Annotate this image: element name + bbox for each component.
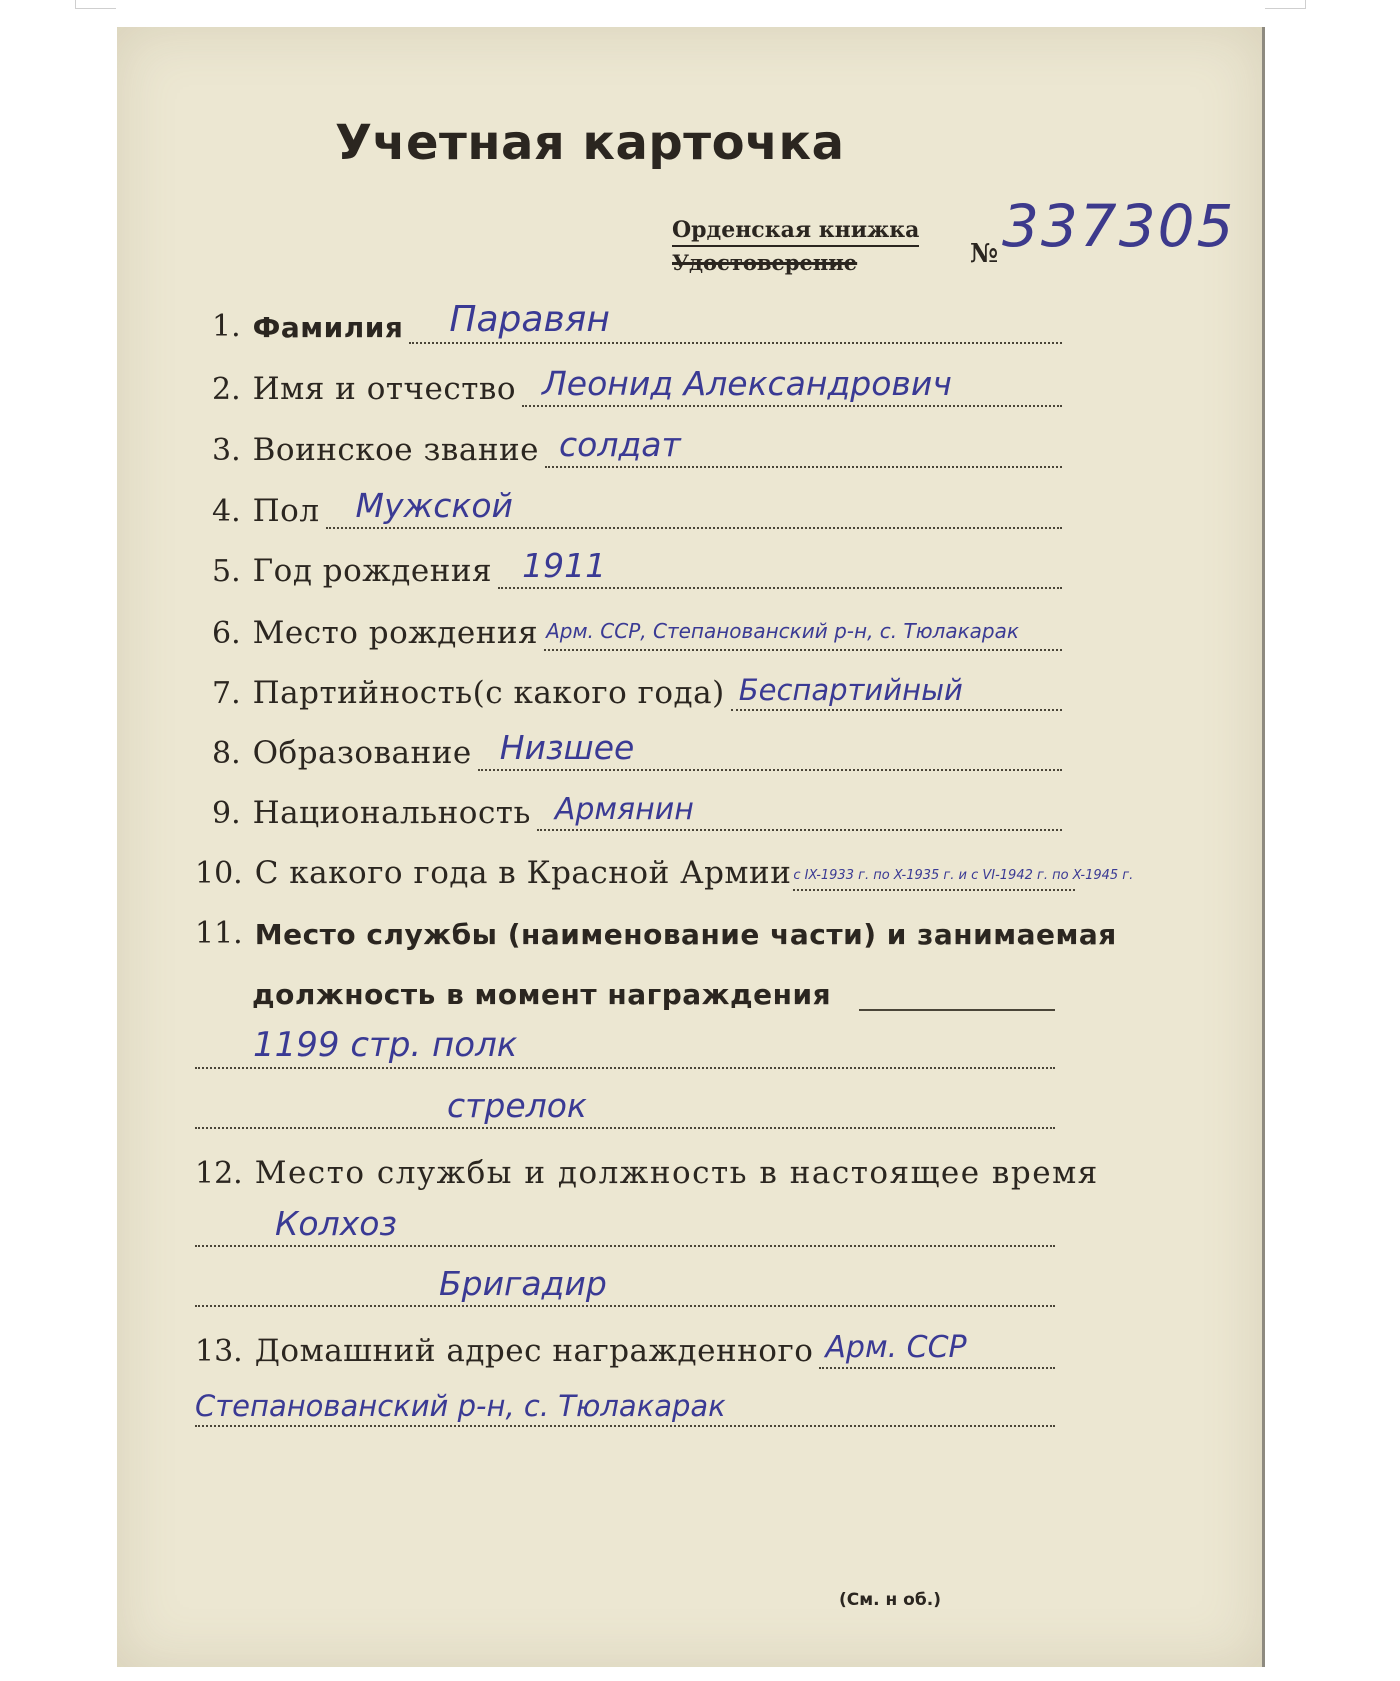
field-value: Арм. ССР xyxy=(825,1330,967,1365)
field-military-rank xyxy=(212,418,1062,468)
field-value-line xyxy=(731,663,1062,711)
field-value: Армянин xyxy=(554,792,694,827)
field-number: 8. xyxy=(212,736,241,771)
field-value: 1199 стр. полк xyxy=(253,1025,518,1065)
field-number: 2. xyxy=(212,372,241,407)
field-education xyxy=(212,721,1062,771)
page-corner-mark-left xyxy=(75,0,116,9)
field-label: Домашний адрес награжденного xyxy=(254,1333,814,1369)
field-value-line xyxy=(498,541,1062,589)
field-value-line xyxy=(545,420,1062,468)
field-value-line xyxy=(195,1081,1055,1129)
field-label: Фамилия xyxy=(252,311,404,344)
card-title: Учетная карточка xyxy=(335,115,845,171)
field-label-continued: должность в момент награждения xyxy=(252,978,832,1011)
number-sign: № xyxy=(970,239,999,269)
field-value-line xyxy=(195,1021,1055,1069)
field-number: 1. xyxy=(212,309,241,344)
field-number: 13. xyxy=(195,1334,243,1369)
field-number: 4. xyxy=(212,494,241,529)
field-value: Степанованский р-н, с. Тюлакарак xyxy=(195,1389,726,1423)
order-book-label: Орденская книжка xyxy=(672,217,919,247)
field-value-line xyxy=(478,723,1062,771)
field-value-line xyxy=(522,359,1062,407)
field-label: Национальность xyxy=(252,795,531,831)
field-army-service-since xyxy=(195,841,1134,891)
field-value-line xyxy=(793,843,1134,891)
field-value: солдат xyxy=(559,425,681,464)
order-book-number: 337305 xyxy=(1002,192,1236,260)
order-book-label-block xyxy=(672,217,919,276)
field-number: 3. xyxy=(212,433,241,468)
field-value: Арм. ССР, Степанованский р-н, с. Тюлакарак xyxy=(546,619,1019,643)
field-value-line xyxy=(544,603,1062,651)
field-value-line xyxy=(537,783,1062,831)
field-sex xyxy=(212,479,1062,529)
field-number: 6. xyxy=(212,616,241,651)
field-value: Мужской xyxy=(355,486,513,525)
field-value: 1911 xyxy=(522,546,607,585)
field-value: с IX-1933 г. по X-1935 г. и с VI-1942 г. по X-1945 г. xyxy=(793,868,1134,883)
field-number: 9. xyxy=(212,796,241,831)
field-label: Место рождения xyxy=(252,615,539,651)
field-label: С какого года в Красной Армии xyxy=(254,855,792,891)
field-value: Колхоз xyxy=(275,1204,397,1243)
field-label: Партийность(с какого года) xyxy=(252,675,725,711)
field-value: стрелок xyxy=(447,1086,587,1125)
field-label: Воинское звание xyxy=(252,432,540,468)
field-label: Образование xyxy=(252,735,472,771)
field-nationality xyxy=(212,781,1062,831)
certificate-label-struck: Удостоверение xyxy=(672,250,858,275)
field-label: Место службы и должность в настоящее время xyxy=(254,1155,1099,1191)
field-value: Бригадир xyxy=(439,1264,607,1303)
registration-card xyxy=(117,27,1265,1667)
field-birth-year xyxy=(212,539,1062,589)
field-number: 7. xyxy=(212,676,241,711)
field-name-patronymic xyxy=(212,357,1062,407)
page-corner-mark-right xyxy=(1265,0,1306,9)
see-reverse-note: (См. н об.) xyxy=(839,1590,941,1610)
field-label: Имя и отчество xyxy=(252,371,516,407)
field-current-service-place xyxy=(195,1141,1099,1191)
field-surname xyxy=(212,294,1062,344)
field-label: Год рождения xyxy=(252,553,493,589)
field-label: Пол xyxy=(252,493,320,529)
field-number: 5. xyxy=(212,554,241,589)
field-home-address xyxy=(195,1319,1055,1369)
field-service-place-at-award-cont xyxy=(252,961,1055,1011)
field-service-place-at-award xyxy=(195,901,1117,951)
field-number: 10. xyxy=(195,856,243,891)
field-value: Беспартийный xyxy=(738,673,963,707)
field-value-line xyxy=(195,1199,1055,1247)
field-value-line xyxy=(195,1259,1055,1307)
field-birth-place xyxy=(212,601,1062,651)
field-value: Паравян xyxy=(449,299,610,340)
field-number: 12. xyxy=(195,1156,243,1191)
field-number: 11. xyxy=(195,916,243,951)
field-value: Низшее xyxy=(499,728,635,767)
field-value-line xyxy=(195,1379,1055,1427)
field-label: Место службы (наименование части) и занимаемая xyxy=(254,918,1117,951)
field-value-line xyxy=(326,481,1062,529)
field-value-line xyxy=(409,296,1062,344)
field-value-line xyxy=(859,963,1055,1011)
field-party-membership xyxy=(212,661,1062,711)
field-value: Леонид Александрович xyxy=(541,364,952,403)
field-value-line xyxy=(819,1321,1055,1369)
